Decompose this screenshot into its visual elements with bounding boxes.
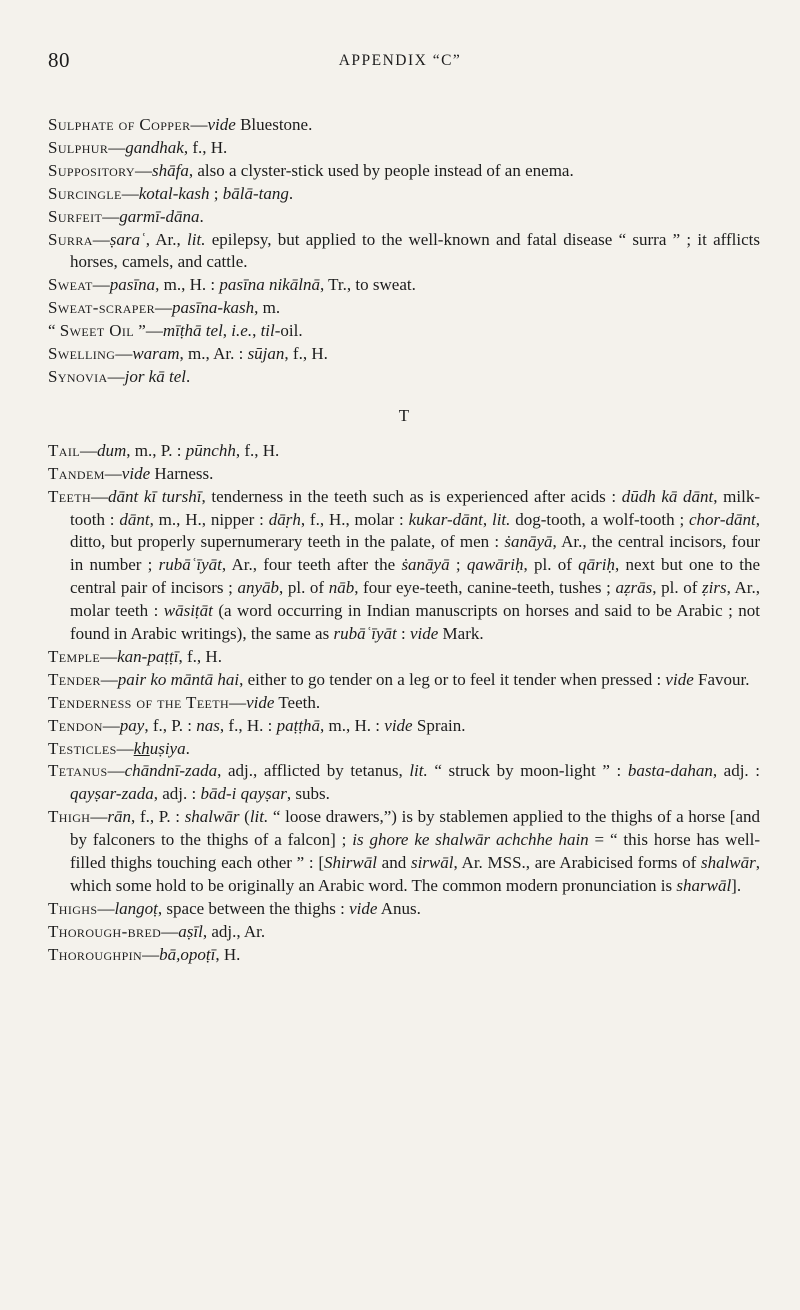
dictionary-entry: Tandem—vide Harness. xyxy=(48,463,214,483)
dictionary-entry: Teeth—dānt kī turshī, tenderness in the teeth such as is experienced after acids : dūdh kā dānt, milk-tooth : dānt, m., H., nipper : dāṛh, f., H., molar : kukar-dānt, lit. dog-tooth, a wolf-tooth ; chor-dānt, ditto, but properly supernumerary teeth in the palate, of men : ṡanāyā, Ar., the central incisors, four in number ; rubāʿīyāt, Ar., four teeth after the ṡanāyā ; qawāriḥ, pl. of qāriḥ, next but one to the central pair of incisors ; anyāb, pl. of nāb, four eye-teeth, canine-teeth, tushes ; aẓrās, pl. of ẓirs, Ar., molar teeth : wāsiṭāt (a word occurring in Indian manuscripts on horses and said to be Arabic ; not found in Arabic writings), the same as rubāʿīyāt : vide Mark. xyxy=(48,486,760,644)
dictionary-entry: Surra—ṣaraʿ, Ar., lit. epilepsy, but applied to the well-known and fatal disease “ surra ” ; it afflicts horses, camels, and cattle. xyxy=(48,229,760,272)
dictionary-entry: Thoroughpin—bā,opoṭī, H. xyxy=(48,944,241,964)
dictionary-entry: Tenderness of the Teeth—vide Teeth. xyxy=(48,692,321,712)
dictionary-entry: Testicles—khuṣiya. xyxy=(48,738,190,758)
dictionary-entry: Thorough-bred—aṣīl, adj., Ar. xyxy=(48,921,266,941)
dictionary-entry: Surfeit—garmī-dāna. xyxy=(48,206,204,226)
dictionary-entry: Thigh—rān, f., P. : shalwār (lit. “ loose drawers,”) is by stablemen applied to the thighs of a horse [and by falconers to the thighs of a falcon] ; is ghore ke shalwār achchhe hain = “ this horse has well-filled thighs touching each other ” : [Shirwāl and sirwāl, Ar. MSS., are Arabicised forms of shalwār, which some hold to be originally an Arabic word. The common modern pronunciation is sharwāl]. xyxy=(48,807,761,895)
page-body xyxy=(48,114,760,967)
dictionary-entry: Tender—pair ko māntā hai, either to go tender on a leg or to feel it tender when pressed : vide Favour. xyxy=(48,669,750,689)
dictionary-entry: Surcingle—kotal-kash ; bālā-tang. xyxy=(48,183,294,203)
section-letter: T xyxy=(398,405,410,425)
dictionary-entry: Tendon—pay, f., P. : nas, f., H. : paṭṭhā, m., H. : vide Sprain. xyxy=(48,715,466,735)
dictionary-entry: “ Sweet Oil ”—mīṭhā tel, i.e., til-oil. xyxy=(48,321,303,341)
page-number: 80 xyxy=(48,48,70,72)
entries-t xyxy=(48,440,760,967)
dictionary-entry: Sweat—pasīna, m., H. : pasīna nikālnā, Tr., to sweat. xyxy=(48,275,416,295)
dictionary-entry: Suppository—shāfa, also a clyster-stick used by people instead of an enema. xyxy=(48,160,574,180)
dictionary-entry: Sulphur—gandhak, f., H. xyxy=(48,137,228,157)
dictionary-entry: Temple—kan-paṭṭī, f., H. xyxy=(48,646,222,666)
dictionary-entry: Sweat-scraper—pasīna-kash, m. xyxy=(48,298,281,318)
entries-s xyxy=(48,114,760,389)
dictionary-entry: Sulphate of Copper—vide Bluestone. xyxy=(48,115,313,134)
running-head: APPENDIX “C” xyxy=(338,52,462,69)
dictionary-entry: Tetanus—chāndnī-zada, adj., afflicted by tetanus, lit. “ struck by moon-light ” : basta-dahan, adj. : qayṣar-zada, adj. : bād-i qayṣar, subs. xyxy=(48,761,760,804)
dictionary-entry: Swelling—waram, m., Ar. : sūjan, f., H. xyxy=(48,344,328,364)
dictionary-entry: Thighs—langoṭ, space between the thighs : vide Anus. xyxy=(48,898,421,918)
dictionary-entry: Synovia—jor kā tel. xyxy=(48,366,191,386)
dictionary-entry: Tail—dum, m., P. : pūnchh, f., H. xyxy=(48,440,280,460)
